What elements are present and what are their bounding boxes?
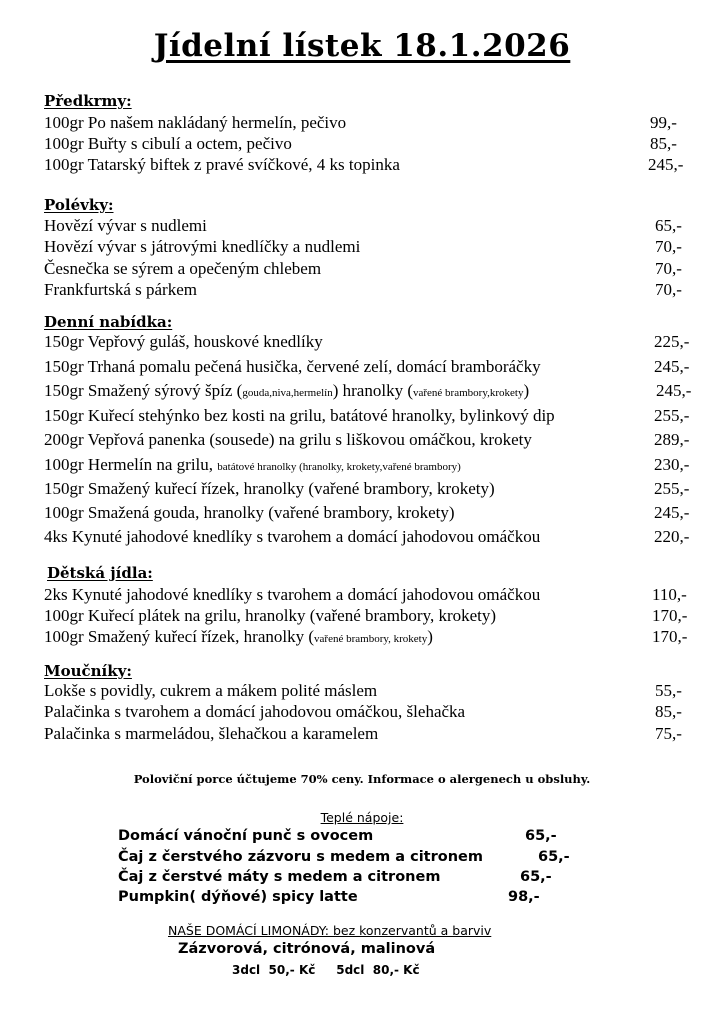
item-name-part: ) — [427, 627, 433, 646]
item-detail: vařené brambory, krokety — [314, 633, 428, 645]
item-name — [44, 626, 433, 650]
hot-drinks-heading: Teplé nápoje: — [320, 810, 404, 825]
item-price: 225,- — [654, 332, 690, 351]
drink-item — [118, 847, 570, 867]
item-price: 99,- — [650, 113, 677, 132]
section-heading: Polévky: — [44, 196, 114, 214]
menu-item — [44, 154, 704, 176]
item-name: 4ks Kynuté jahodové knedlíky s tvarohem a domácí jahodovou omáčkou — [44, 527, 541, 546]
item-price: 230,- — [654, 455, 690, 474]
menu-item — [44, 133, 704, 155]
item-name: 150gr Kuřecí stehýnko bez kosti na grilu, batátové hranolky, bylinkový dip — [44, 406, 555, 425]
item-price: 245,- — [648, 155, 684, 174]
drink-name: Domácí vánoční punč s ovocem — [118, 828, 374, 844]
item-name-part: 100gr Smažený kuřecí řízek, hranolky ( — [44, 627, 315, 646]
item-name: 100gr Tatarský biftek z pravé svíčkové, 4 ks topinka — [44, 155, 400, 174]
item-name-part: 150gr Smažený sýrový špíz ( — [44, 381, 243, 400]
drink-price: 65,- — [538, 849, 570, 865]
menu-item — [44, 454, 704, 476]
lemonade-flavors: Zázvorová, citrónová, malinová — [178, 941, 436, 957]
item-price: 289,- — [654, 430, 690, 449]
item-name: 100gr Kuřecí plátek na grilu, hranolky (vařené brambory, krokety) — [44, 606, 497, 625]
item-price: 245,- — [654, 357, 690, 376]
menu-item — [44, 331, 704, 353]
item-price: 255,- — [654, 479, 690, 498]
item-price: 255,- — [654, 406, 690, 425]
drink-price: 65,- — [525, 828, 557, 844]
menu-item — [44, 502, 704, 524]
drink-price: 98,- — [508, 889, 540, 905]
drink-item — [118, 826, 557, 846]
menu-item — [44, 584, 704, 606]
item-name: Hovězí vývar s nudlemi — [44, 216, 207, 235]
menu-item — [44, 112, 704, 134]
item-name: 100gr Buřty s cibulí a octem, pečivo — [44, 134, 292, 153]
section-heading: Předkrmy: — [44, 92, 132, 110]
item-price: 70,- — [655, 259, 682, 278]
item-price: 245,- — [654, 503, 690, 522]
item-name: 150gr Smažený kuřecí řízek, hranolky (vařené brambory, krokety) — [44, 479, 495, 498]
item-price: 55,- — [655, 681, 682, 700]
menu-item — [44, 380, 704, 402]
item-price: 110,- — [652, 585, 687, 604]
item-name: Palačinka s tvarohem a domácí jahodovou omáčkou, šlehačka — [44, 702, 466, 721]
item-name: Česnečka se sýrem a opečeným chlebem — [44, 259, 322, 278]
item-name: 150gr Vepřový guláš, houskové knedlíky — [44, 332, 323, 351]
item-detail: vařené brambory,krokety — [413, 387, 524, 399]
menu-item — [44, 236, 704, 258]
item-price: 85,- — [650, 134, 677, 153]
item-price: 70,- — [655, 237, 682, 256]
menu-item — [44, 258, 704, 280]
drink-item — [118, 887, 540, 907]
item-price: 245,- — [656, 381, 692, 400]
item-name: Hovězí vývar s játrovými knedlíčky a nudlemi — [44, 237, 361, 256]
drink-name: Pumpkin( dýňové) spicy latte — [118, 889, 358, 905]
menu-item — [44, 526, 704, 548]
menu-item — [44, 723, 704, 745]
item-price: 65,- — [655, 216, 682, 235]
drink-name: Čaj z čerstvého zázvoru s medem a citronem — [118, 849, 483, 865]
menu-item — [44, 405, 704, 427]
item-price: 85,- — [655, 702, 682, 721]
section-heading: Denní nabídka: — [44, 313, 173, 331]
item-name: 200gr Vepřová panenka (sousede) na grilu s liškovou omáčkou, krokety — [44, 430, 532, 449]
item-detail: batátové hranolky (hranolky, krokety,vařené brambory) — [217, 461, 461, 473]
item-name-part: ) hranolky ( — [332, 381, 413, 400]
drink-name: Čaj z čerstvé máty s medem a citronem — [118, 869, 441, 885]
item-name — [44, 380, 529, 404]
section-heading: Moučníky: — [44, 662, 132, 680]
item-price: 170,- — [652, 606, 688, 625]
item-price: 75,- — [655, 724, 682, 743]
menu-item — [44, 605, 704, 627]
item-name-part: ) — [523, 381, 530, 400]
menu-item — [44, 626, 704, 648]
item-name: Palačinka s marmeládou, šlehačkou a karamelem — [44, 724, 379, 743]
menu-item — [44, 356, 704, 378]
item-price: 170,- — [652, 627, 688, 646]
drink-item — [118, 867, 552, 887]
menu-item — [44, 215, 704, 237]
item-name: Lokše s povidly, cukrem a mákem polité máslem — [44, 681, 378, 700]
menu-item — [44, 478, 704, 500]
menu-item — [44, 429, 704, 451]
item-price: 220,- — [654, 527, 690, 546]
item-name: 2ks Kynuté jahodové knedlíky s tvarohem a domácí jahodovou omáčkou — [44, 585, 541, 604]
menu-item — [44, 279, 704, 301]
drink-price: 65,- — [520, 869, 552, 885]
item-name: 100gr Po našem nakládaný hermelín, pečivo — [44, 113, 347, 132]
lemonades-heading: NAŠE DOMÁCÍ LIMONÁDY: bez konzervantů a barviv — [168, 923, 492, 938]
item-detail: gouda,niva,hermelín — [242, 387, 333, 399]
item-name-part: 100gr Hermelín na grilu, — [44, 455, 218, 474]
half-portion-note: Poloviční porce účtujeme 70% ceny. Informace o alergenech u obsluhy. — [133, 772, 591, 786]
menu-item — [44, 680, 704, 702]
item-name — [44, 454, 461, 478]
item-name: Frankfurtská s párkem — [44, 280, 197, 299]
item-price: 70,- — [655, 280, 682, 299]
section-heading: Dětská jídla: — [47, 564, 153, 582]
menu-item — [44, 701, 704, 723]
page-title: Jídelní lístek 18.1.2026 — [153, 28, 571, 64]
item-name: 150gr Trhaná pomalu pečená husička, červené zelí, domácí bramboráčky — [44, 357, 541, 376]
lemonade-sizes: 3dcl 50,- Kč 5dcl 80,- Kč — [232, 963, 420, 977]
item-name: 100gr Smažená gouda, hranolky (vařené brambory, krokety) — [44, 503, 455, 522]
